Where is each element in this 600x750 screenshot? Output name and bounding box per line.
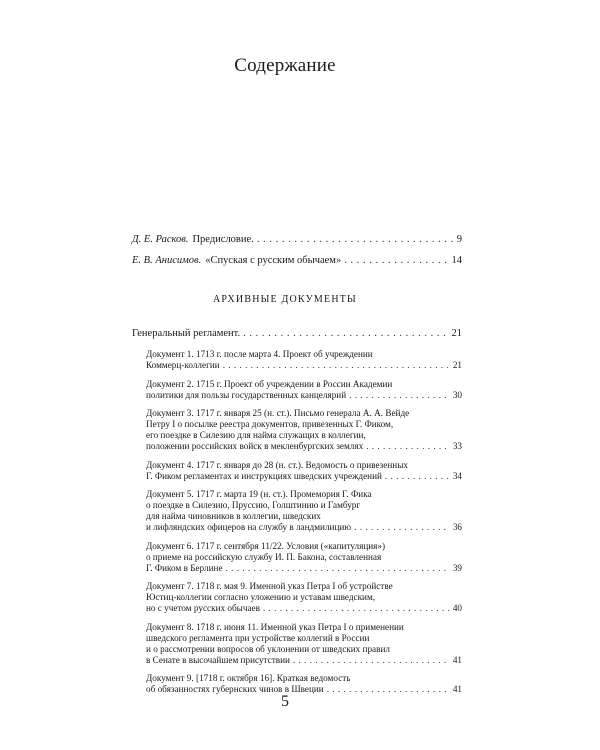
dot-leader [257,234,454,245]
entry-page: 33 [452,441,462,451]
page-title: Содержание [234,55,336,76]
dot-leader [366,441,450,452]
dot-leader [263,603,450,614]
regulation-section [132,328,462,339]
dot-leader [354,522,450,533]
entry-text-line: Документ 6. 1717 г. сентября 11/22. Условия («капитуляция») [146,540,386,551]
dot-leader [293,655,450,666]
toc-entry-document[interactable] [146,349,462,371]
entry-text-line: положении российских войск в мекленбургских землях [146,441,364,451]
entry-page: 40 [452,603,462,613]
entry-text-line: Коммерц-коллегии [146,360,220,370]
toc-entry-document[interactable] [146,379,462,401]
dot-leader [344,255,448,266]
entry-text-line: о поездке в Силезию, Пруссию, Голштинию и Гамбург [146,500,361,510]
entry-last-line [146,441,462,452]
entry-text-line: о приеме на российскую службу И. П. Бакона, составленная [146,551,382,562]
entry-text-line: Юстиц-коллегии согласно уложению и уставам шведским, [146,592,376,602]
entry-text-line: его поездке в Силезию для найма служащих в коллегии, [146,430,366,440]
entry-text-line: но с учетом русских обычаев [146,603,260,613]
toc-entry-document[interactable] [146,581,462,614]
dot-leader [243,328,448,339]
toc-entry-preface[interactable] [132,234,462,245]
dot-leader [385,471,450,482]
entry-text-line: Г. Фиком регламентах и инструкциях шведских учреждений [146,470,382,481]
entry-text-line: шведского регламента при устройстве коллегий в России [146,632,370,643]
page-number: 5 [281,693,289,710]
entry-text-line: в Сенате в высочайшем присутствии [146,654,290,665]
entry-page: 9 [456,234,462,245]
entry-author: Д. Е. Расков. [132,234,189,245]
dot-leader [349,390,450,401]
toc-entry-document[interactable] [146,673,462,695]
entry-last-line [146,390,462,401]
entry-page: 36 [452,522,462,532]
entry-text-line: Документ 2. 1715 г. Проект об учреждении в России Академии [146,378,393,389]
entry-page: 39 [452,562,462,573]
toc-entry-regulation[interactable] [132,328,462,339]
toc-entry-document[interactable] [146,489,462,533]
entry-text-line: Петру I о посылке реестра документов, привезенных Г. Фиком, [146,419,394,429]
entry-last-line [146,360,462,371]
entry-text-line: и лифляндских офицеров на службу в ландмилицию [146,522,352,532]
entry-title: Генеральный регламент. [132,328,241,339]
entry-page: 30 [452,389,462,400]
entry-last-line [146,563,462,574]
dot-leader [226,563,450,574]
section-heading: АРХИВНЫЕ ДОКУМЕНТЫ [213,294,357,305]
entry-page: 41 [452,654,462,665]
entry-text-line: Документ 8. 1718 г. июня 11. Именной указ Петра I о применении [146,621,404,632]
toc-entry-document[interactable] [146,408,462,452]
toc-entry-document[interactable] [146,460,462,482]
entry-title: Предисловие. [192,234,254,245]
entry-page: 41 [452,684,462,694]
entry-text-line: для найма чиновников в коллегии, шведских [146,511,321,521]
entry-page: 34 [452,470,462,481]
entry-text-line: Документ 1. 1713 г. после марта 4. Проект об учреждении [146,349,373,359]
toc-entry-essay[interactable] [132,255,462,266]
entry-text-line: Документ 5. 1717 г. марта 19 (н. ст.). Промемория Г. Фика [146,489,372,499]
dot-leader [223,360,450,371]
entry-text-line: Документ 7. 1718 г. мая 9. Именной указ Петра I об устройстве [146,581,393,591]
entry-page: 14 [451,255,462,266]
entry-title: «Спуская с русским обычаем» [205,255,342,266]
entry-page: 21 [451,328,462,339]
entry-text-line: и о рассмотрении вопросов об уклонении от шведских правил [146,643,390,654]
entry-last-line [146,655,462,666]
entry-author: Е. В. Анисимов. [132,255,202,266]
entry-text-line: Документ 4. 1717 г. января до 28 (н. ст.). Ведомость о привезенных [146,459,408,470]
entry-text-line: Документ 9. [1718 г. октября 16]. Краткая ведомость [146,673,351,683]
entry-text-line: Г. Фиком в Берлине [146,562,223,573]
toc-entry-document[interactable] [146,622,462,666]
entry-last-line [146,603,462,614]
intro-section [132,234,462,276]
entry-last-line [146,522,462,533]
entry-page: 21 [452,360,462,370]
toc-entry-document[interactable] [146,541,462,574]
entry-text-line: Документ 3. 1717 г. января 25 (н. ст.). Письмо генерала А. А. Вейде [146,408,410,418]
entry-text-line: политики для пользы государственных канцелярий [146,389,347,400]
documents-list [146,349,462,703]
entry-text-line: об обязанностях губернских чинов в Швеции [146,684,324,694]
entry-last-line [146,471,462,482]
